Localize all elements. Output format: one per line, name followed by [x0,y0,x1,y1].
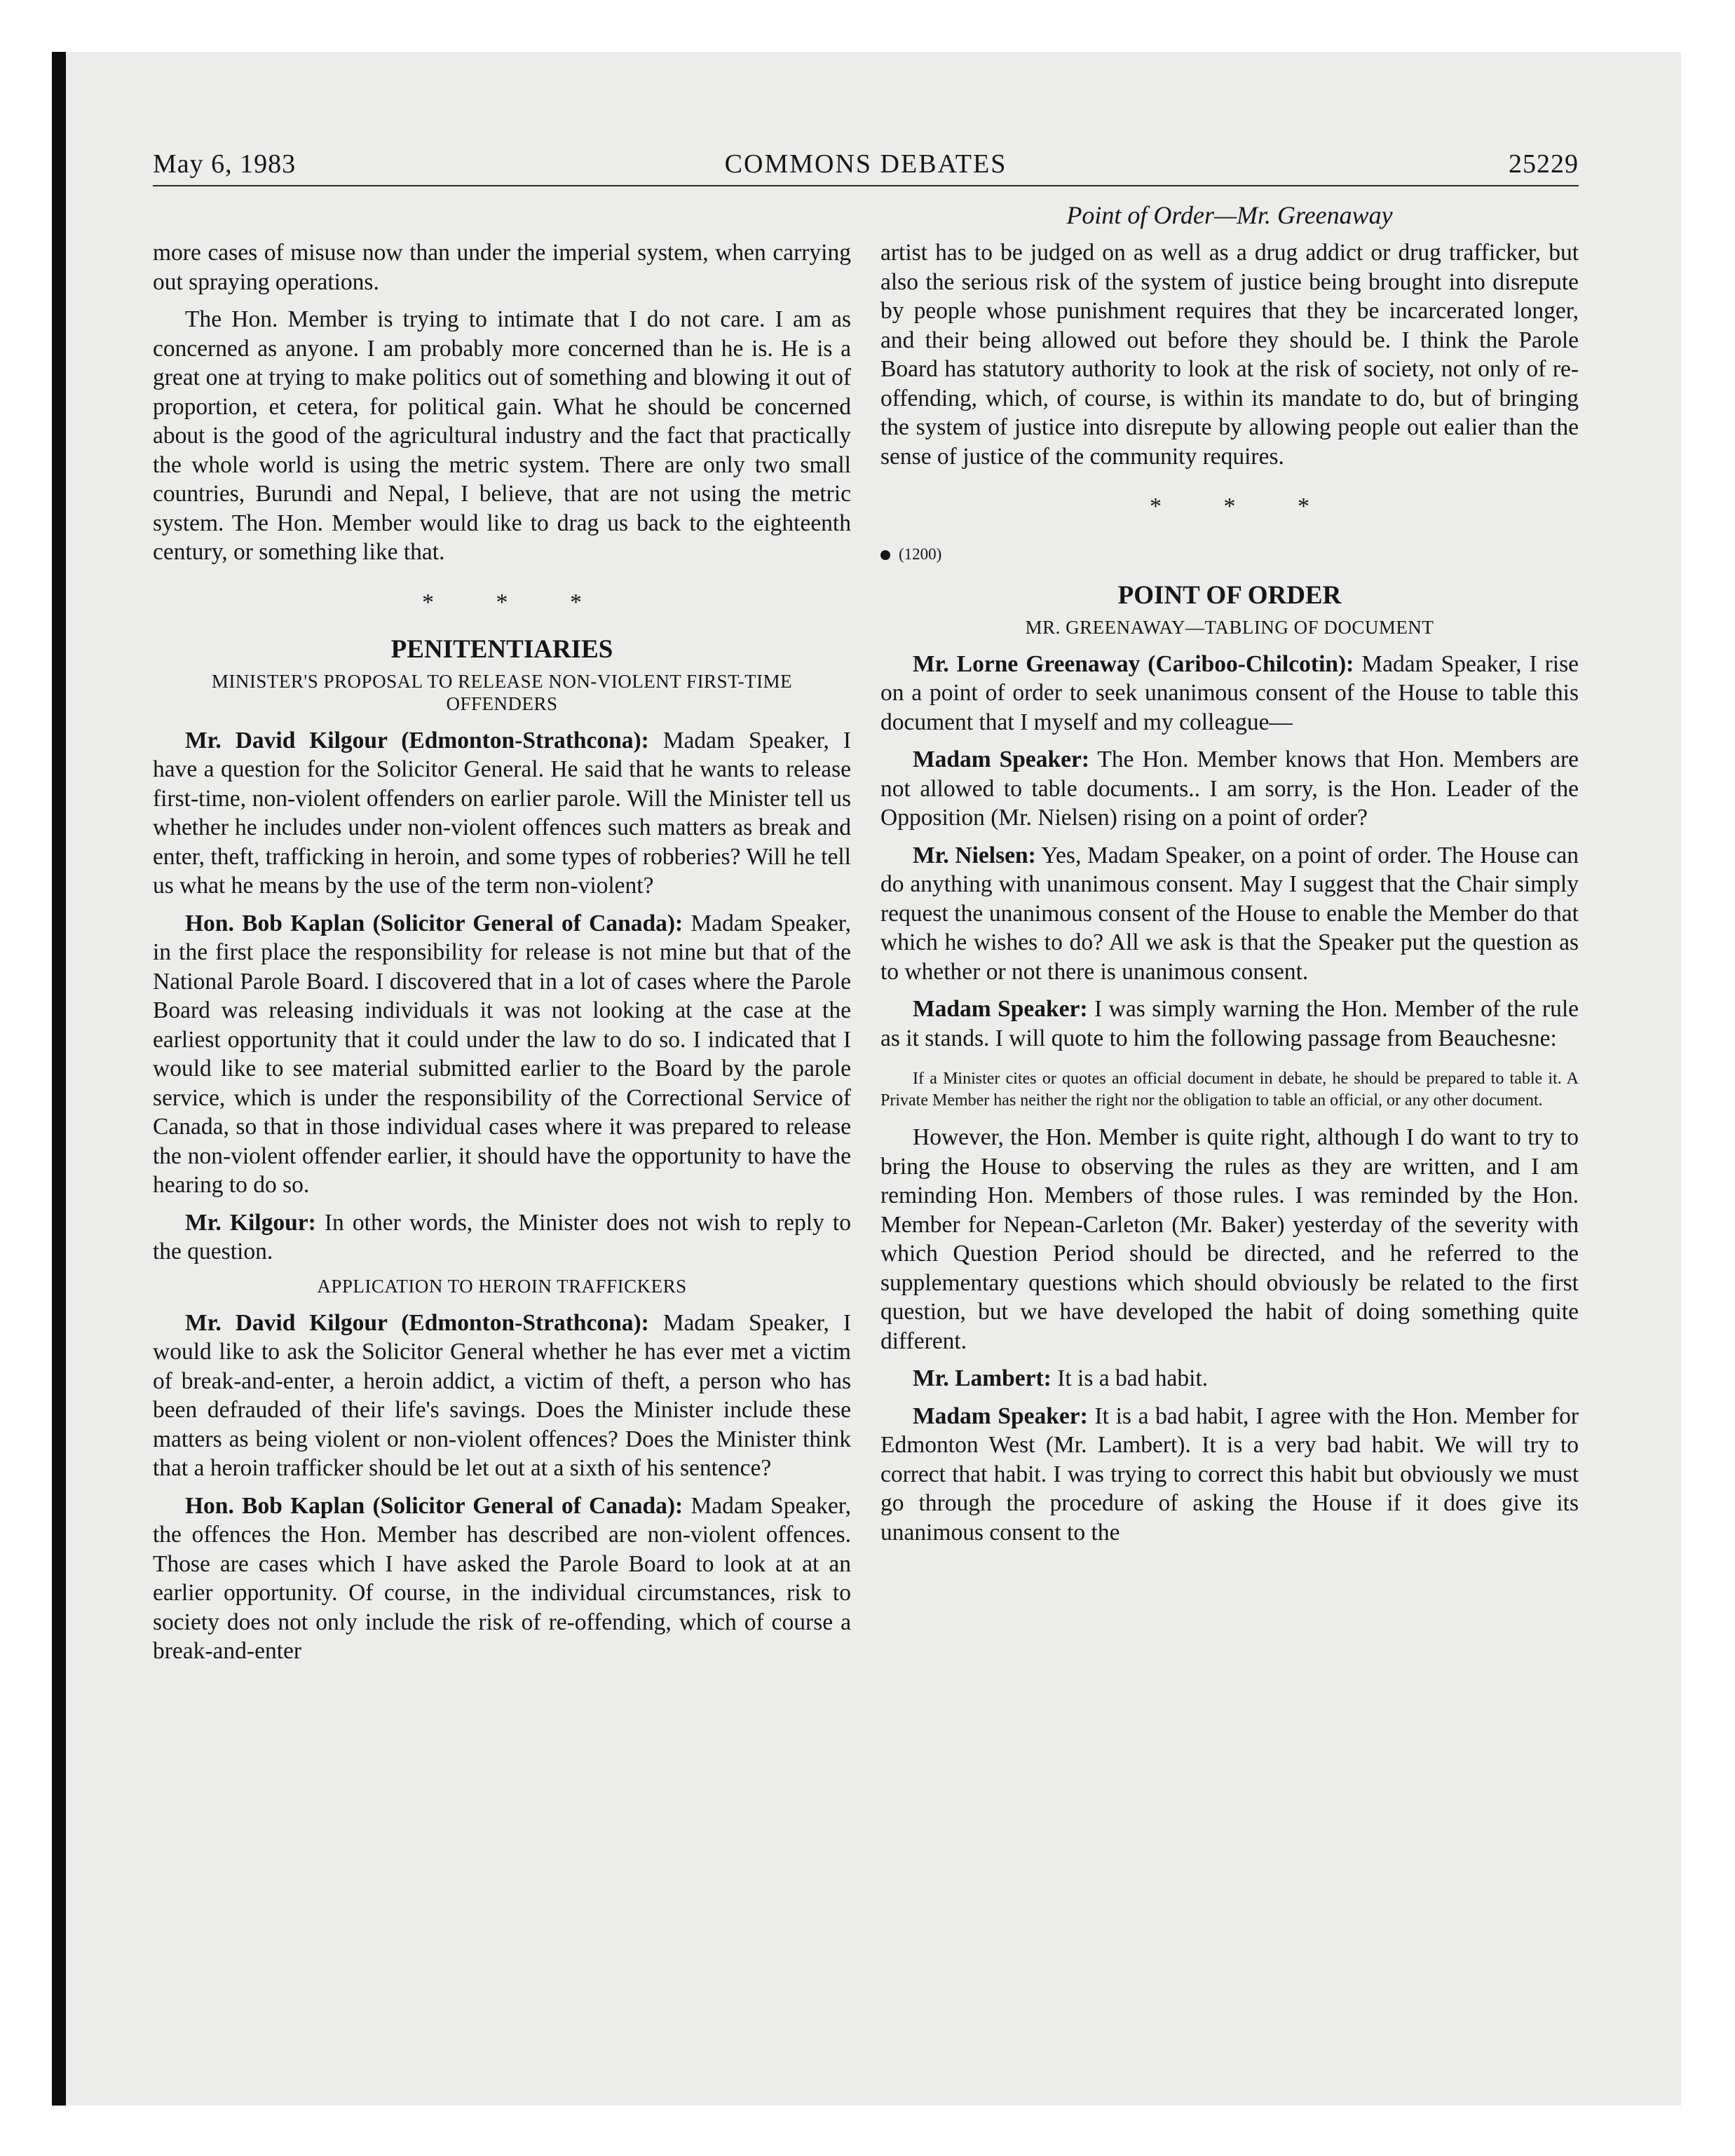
speaker-name: Madam Speaker: [913,746,1090,772]
paragraph: The Hon. Member is trying to intimate that I do not care. I am as concerned as anyone. I am probably more concerned than he is. He is a great one at trying to make politics out of something and blowing it out of proportion, et cetera, for political gain. What he should be concerned about is the good of the agricultural industry and the fact that practically the whole world is using the metric system. There are only two small countries, Burundi and Nepal, I believe, that are not using the metric system. The Hon. Member would like to drag us back to the eighteenth century, or something like that. [153,306,851,565]
speech-text: It is a bad habit, I agree with the Hon. Member for Edmonton West (Mr. Lambert). It is a very bad habit. We will try to correct that habit. I was trying to correct this habit but obviously we must go through the procedure of asking the House if it does give its unanimous consent to the [880,1403,1579,1546]
speaker-name: Mr. Lorne Greenaway (Cariboo-Chilcotin): [913,650,1354,677]
paragraph: artist has to be judged on as well as a drug addict or drug trafficker, but also the serious risk of the system of justice being brought into disrepute by people whose punishment requires that they be incarcerated longer, and their being allowed out before they should be. I think the Parole Board has statutory authority to look at the risk of society, not only of re-offending, which, of course, is within its mandate to do, but of bringing the system of justice into disrepute by allowing people out ealier than the sense of justice of the community requires. [880,240,1579,470]
speech [880,745,1579,833]
speech [153,909,851,1200]
section-separator: * * * [422,589,610,615]
paragraph: However, the Hon. Member is quite right, although I do want to try to bring the House to observing the rules as they are written, and I am reminding Hon. Members of those rules. I was reminded by the Hon. Member for Nepean-Carleton (Mr. Baker) yesterday of the severity with which Question Period should be directed, and he referred to the supplementary questions which should obviously be related to the first question, but we have developed the habit of doing something quite different. [880,1124,1579,1354]
speaker-name: Mr. David Kilgour (Edmonton-Strathcona): [185,1309,649,1336]
block-quote: If a Minister cites or quotes an official document in debate, he should be prepared to table it. A Private Member has neither the right nor the obligation to table an official, or any other document. [880,1070,1579,1110]
speaker-name: Hon. Bob Kaplan (Solicitor General of Canada): [185,1492,683,1519]
speech-text: It is a bad habit. [1057,1365,1209,1391]
right-column [880,238,1579,1555]
section-heading: POINT OF ORDER [1117,581,1342,610]
speech-text: Madam Speaker, I would like to ask the Solicitor General whether he has ever met a victim of break-and-enter, a heroin addict, a victim of theft, a person who has been defrauded of their life's savings. Does the Minister include these matters as being violent or non-violent offences? Does the Minister think that a heroin trafficker should be let out at a sixth of his sentence? [153,1309,852,1481]
speech [880,841,1579,987]
sub-heading: MR. GREENAWAY—TABLING OF DOCUMENT [1025,616,1434,638]
section-heading: PENITENTIARIES [390,635,613,664]
sub-heading: APPLICATION TO HEROIN TRAFFICKERS [317,1275,687,1297]
bullet-icon [880,550,890,560]
speaker-name: Mr. Nielsen: [913,842,1036,868]
speaker-name: Mr. Lambert: [913,1365,1052,1391]
left-column [153,238,851,1674]
speech-text: The Hon. Member knows that Hon. Members are not allowed to table documents.. I am sorry, is the Hon. Leader of the Opposition (Mr. Nielsen) rising on a point of order? [880,746,1579,831]
speech [880,1364,1579,1393]
time-label: (1200) [899,545,942,563]
running-head [153,146,1579,186]
publication-title: COMMONS DEBATES [724,149,1007,179]
subject-heading: Point of Order—Mr. Greenaway [1066,201,1393,229]
speech-text: Madam Speaker, I have a question for the Solicitor General. He said that he wants to release first-time, non-violent offenders on earlier parole. Will the Minister tell us whether he includes under non-violent offences such matters as break and enter, theft, trafficking in heroin, and some types of robberies? Will he tell us what he means by the use of the term non-violent? [153,727,852,899]
speech-text: Madam Speaker, the offences the Hon. Member has described are non-violent offences. Those are cases which I have asked the Parole Board to look at at an earlier opportunity. Of course, in the individual circumstances, risk to society does not only include the risk of re-offending, which of course a break-and-enter [153,1492,851,1664]
speech [153,1309,851,1483]
speech-text: I was simply warning the Hon. Member of the rule as it stands. I will quote to him the following passage from Beauchesne: [880,996,1579,1051]
speaker-name: Madam Speaker: [913,1403,1088,1429]
speech [880,1402,1579,1548]
speech-text: In other words, the Minister does not wish to reply to the question. [153,1209,851,1264]
speech-text: Madam Speaker, I rise on a point of order to seek unanimous consent of the House to table this document that I myself and my colleague— [880,650,1579,735]
speech-text: Madam Speaker, in the first place the responsibility for release is not mine but that of the National Parole Board. I discovered that in a lot of cases where the Parole Board was releasing individuals it was not looking at the case at the earliest opportunity that it could under the law to do so. I indicated that I would like to see material submitted earlier to the Board by the parole service, which is under the responsibility of the Correctional Service of Canada, so that in those individual cases where it was prepared to release the non-violent offender earlier, it should have the opportunity to have the hearing to do so. [153,910,851,1198]
speaker-name: Hon. Bob Kaplan (Solicitor General of Canada): [185,910,683,936]
speaker-name: Madam Speaker: [913,996,1088,1022]
section-separator: * * * [1150,493,1338,519]
paragraph: more cases of misuse now than under the imperial system, when carrying out spraying operations. [153,240,851,295]
speech-text: Yes, Madam Speaker, on a point of order. The House can do anything with unanimous consent. May I suggest that the Chair simply request the unanimous consent of the House to enable the Member do that which he wishes to do? All we ask is that the Speaker put the question as to whether or not there is unanimous consent. [880,842,1579,985]
speech [880,650,1579,737]
speaker-name: Mr. David Kilgour (Edmonton-Strathcona): [185,727,649,753]
speech [153,726,851,901]
speech [153,1492,851,1666]
speaker-name: Mr. Kilgour: [185,1209,316,1236]
sub-heading: MINISTER'S PROPOSAL TO RELEASE NON-VIOLENT FIRST-TIME OFFENDERS [211,670,793,714]
speech [153,1208,851,1267]
time-marker [880,540,1579,569]
page-number: 25229 [1509,149,1579,179]
scan-edge-bar [52,52,66,2106]
page-date: May 6, 1983 [153,149,297,179]
speech [880,995,1579,1053]
